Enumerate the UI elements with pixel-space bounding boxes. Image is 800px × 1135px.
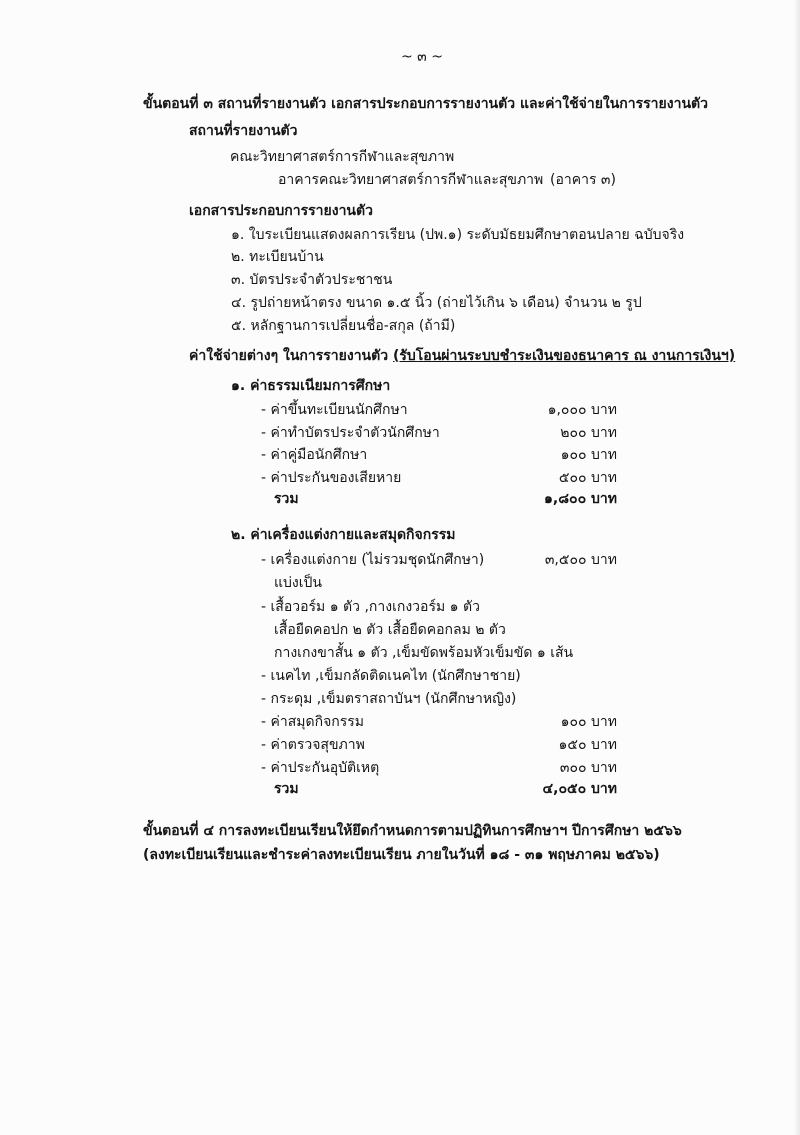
fees-total-amount: ๑,๘๐๐ บาท (544, 491, 617, 507)
fee-item-amount: ๑๐๐ บาท (560, 447, 617, 463)
venue-title: สถานที่รายงานตัว (189, 123, 298, 139)
expenses-title (189, 347, 735, 365)
fee-item-label: - ค่าทำบัตรประจำตัวนักศึกษา (261, 425, 440, 441)
fees-total-label: รวม (274, 491, 299, 507)
uniform-item-label: - ค่าประกันอุบัติเหตุ (261, 760, 380, 776)
uniform-title: ๒. ค่าเครื่องแต่งกายและสมุดกิจกรรม (231, 527, 456, 543)
expenses-title-payment-note: (รับโอนผ่านระบบชำระเงินของธนาคาร ณ งานการเงินฯ) (392, 348, 736, 364)
document-item: ๓. บัตรประจำตัวประชาชน (231, 272, 393, 288)
step4-heading: ขั้นตอนที่ ๔ การลงทะเบียนเรียนให้ยึดกำหนดการตามปฏิทินการศึกษาฯ ปีการศึกษา ๒๕๖๖ (143, 823, 682, 839)
document-item: ๔. รูปถ่ายหน้าตรง ขนาด ๑.๕ นิ้ว (ถ่ายไว้เกิน ๖ เดือน) จำนวน ๒ รูป (231, 295, 642, 311)
fee-item-label: - ค่าขึ้นทะเบียนนักศึกษา (261, 402, 408, 418)
uniform-item-amount: ๓๐๐ บาท (559, 760, 617, 776)
uniform-item-amount: ๑๕๐ บาท (558, 737, 617, 753)
uniform-item-amount: ๑๐๐ บาท (560, 714, 617, 730)
uniform-total-label: รวม (274, 781, 299, 797)
document-item: ๕. หลักฐานการเปลี่ยนชื่อ-สกุล (ถ้ามี) (231, 318, 456, 334)
venue-faculty: คณะวิทยาศาสตร์การกีฬาและสุขภาพ (230, 149, 455, 165)
venue-building: อาคารคณะวิทยาศาสตร์การกีฬาและสุขภาพ (278, 172, 544, 188)
fee-item-label: - ค่าประกันของเสียหาย (261, 470, 402, 486)
page-number: ~ ๓ ~ (401, 49, 443, 65)
document-item: ๒. ทะเบียนบ้าน (231, 249, 324, 265)
uniform-split-line: กางเกงขาสั้น ๑ ตัว ,เข็มขัดพร้อมหัวเข็มขัด ๑ เส้น (274, 645, 574, 661)
fee-item-label: - ค่าคู่มือนักศึกษา (261, 447, 368, 463)
venue-building-no: (อาคาร ๓) (550, 172, 616, 188)
document-item: ๑. ใบระเบียนแสดงผลการเรียน (ปพ.๑) ระดับมัธยมศึกษาตอนปลาย ฉบับจริง (231, 227, 685, 243)
page-edge-shadow (794, 0, 800, 1135)
fee-item-amount: ๒๐๐ บาท (560, 425, 617, 441)
step4-date-note: (ลงทะเบียนเรียนและชำระค่าลงทะเบียนเรียน ภายในวันที่ ๑๘ - ๓๑ พฤษภาคม ๒๕๖๖) (143, 847, 660, 863)
expenses-title-prefix: ค่าใช้จ่ายต่างๆ ในการรายงานตัว (189, 348, 393, 364)
uniform-item-label: - ค่าสมุดกิจกรรม (261, 714, 365, 730)
uniform-split-line: - กระดุม ,เข็มตราสถาบันฯ (นักศึกษาหญิง) (261, 691, 517, 707)
uniform-total-amount: ๔,๐๕๐ บาท (542, 781, 617, 797)
fees-title: ๑. ค่าธรรมเนียมการศึกษา (231, 378, 391, 394)
step3-heading: ขั้นตอนที่ ๓ สถานที่รายงานตัว เอกสารประกอบการรายงานตัว และค่าใช้จ่ายในการรายงานตัว (143, 96, 708, 112)
fee-item-amount: ๕๐๐ บาท (558, 470, 617, 486)
uniform-split-label: แบ่งเป็น (274, 575, 322, 591)
uniform-amount: ๓,๕๐๐ บาท (544, 552, 617, 568)
fee-item-amount: ๑,๐๐๐ บาท (547, 402, 617, 418)
documents-title: เอกสารประกอบการรายงานตัว (189, 203, 373, 219)
uniform-split-line: - เสื้อวอร์ม ๑ ตัว ,กางเกงวอร์ม ๑ ตัว (261, 599, 480, 615)
uniform-label: - เครื่องแต่งกาย (ไม่รวมชุดนักศึกษา) (261, 552, 485, 568)
uniform-split-line: เสื้อยืดคอปก ๒ ตัว เสื้อยืดคอกลม ๒ ตัว (274, 622, 506, 638)
uniform-item-label: - ค่าตรวจสุขภาพ (261, 737, 365, 753)
uniform-split-line: - เนคไท ,เข็มกลัดติดเนคไท (นักศึกษาชาย) (261, 668, 521, 684)
